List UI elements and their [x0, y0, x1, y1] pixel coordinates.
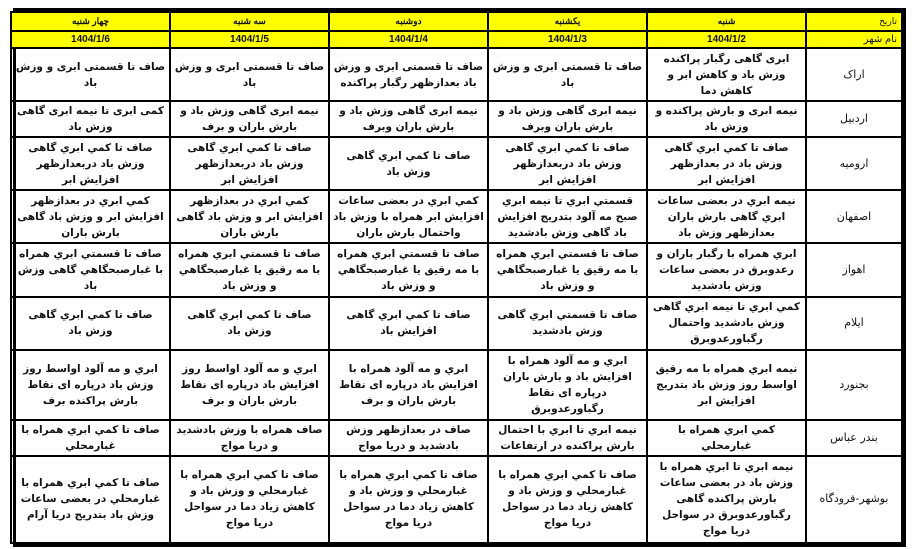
date-header: 1404/1/4: [329, 31, 488, 48]
forecast-cell: نیمه ابری گاهی وزش باد و بارش باران وبرف: [329, 101, 488, 137]
date-header: 1404/1/2: [647, 31, 806, 48]
forecast-cell: ابری گاهی رگبار پراکنده وزش باد و کاهش ابر و کاهش دما: [647, 48, 806, 101]
forecast-cell: صاف تا کمي ابري همراه با غبارمحلي و وزش باد و کاهش زیاد دما در سواحل دریا مواج: [488, 456, 647, 543]
forecast-cell: صاف تا کمي ابري گاهی وزش باد دربعدازظهر افزایش ابر: [488, 137, 647, 190]
table-row: [11, 190, 902, 243]
forecast-cell: ابري و مه آلود همراه با افزایش باد و بارش باران درپاره ای نقاط رگباورعدوبرق: [488, 350, 647, 420]
forecast-cell: ابري همراه با رگبار باران و رعدوبرق در بعضی ساعات وزش بادشدید: [647, 243, 806, 296]
forecast-cell: صاف همراه با وزش بادشدید و دریا مواج: [170, 420, 329, 456]
table-row: [11, 297, 902, 350]
forecast-cell: صاف تا کمي ابري گاهی وزش باد: [329, 137, 488, 190]
day-header: چهار شنبه: [11, 12, 170, 31]
city-cell: ایلام: [806, 297, 902, 350]
header-row-dates: [11, 31, 902, 48]
forecast-cell: نیمه ابري در بعضی ساعات ابري گاهی بارش باران بعدازظهر وزش باد: [647, 190, 806, 243]
forecast-cell: ابري و مه آلود اواسط روز وزش باد درپاره ای نقاط بارش پراکنده برف: [11, 350, 170, 420]
city-cell: اصفهان: [806, 190, 902, 243]
forecast-cell: صاف تا قسمتي ابري همراه با مه رقیق یا غبارصبحگاهي و وزش باد: [488, 243, 647, 296]
day-header: سه شنبه: [170, 12, 329, 31]
forecast-cell: صاف تا قسمتی ابری و وزش باد: [170, 48, 329, 101]
day-header: یکشنبه: [488, 12, 647, 31]
table-row: [11, 101, 902, 137]
forecast-cell: صاف تا کمي ابري گاهی وزش باد: [170, 297, 329, 350]
day-header: دوشنبه: [329, 12, 488, 31]
forecast-cell: صاف تا قسمتي ابري گاهی وزش بادشدید: [488, 297, 647, 350]
table-row: [11, 350, 902, 420]
forecast-cell: صاف تا کمي ابري گاهی وزش باد: [11, 297, 170, 350]
city-cell: اهواز: [806, 243, 902, 296]
date-label: تاریخ: [806, 12, 902, 31]
city-cell: ارومیه: [806, 137, 902, 190]
forecast-cell: نیمه ابری و بارش پراکنده و وزش باد: [647, 101, 806, 137]
forecast-cell: صاف تا کمي ابري گاهی افزایش باد: [329, 297, 488, 350]
city-cell: بوشهر-فرودگاه: [806, 456, 902, 543]
forecast-cell: صاف تا کمي ابري همراه با غبارمحلي در بعضی ساعات وزش باد بتدریج دریا آرام: [11, 456, 170, 543]
table-row: [11, 420, 902, 456]
forecast-cell: صاف تا کمي ابري همراه با غبارمحلي: [11, 420, 170, 456]
date-header: 1404/1/6: [11, 31, 170, 48]
forecast-cell: صاف تا کمي ابري گاهی وزش باد دربعدازظهر افزایش ابر: [11, 137, 170, 190]
city-cell: اردبیل: [806, 101, 902, 137]
forecast-cell: نیمه ابري همراه با مه رقیق اواسط روز وزش باد بتدریج افزایش ابر: [647, 350, 806, 420]
city-cell: بجنورد: [806, 350, 902, 420]
header-row-days: [11, 12, 902, 31]
forecast-cell: کمي ابري همراه با غبارمحلي: [647, 420, 806, 456]
forecast-cell: کمي ابري در بعدازظهر افزایش ابر و وزش باد گاهی بارش باران: [170, 190, 329, 243]
weather-forecast-table: [10, 11, 903, 544]
forecast-cell: صاف تا کمي ابري همراه با غبارمحلي و وزش باد و کاهش زیاد دما در سواحل دریا مواج: [329, 456, 488, 543]
table-row: [11, 456, 902, 543]
forecast-cell: نیمه ابری گاهی وزش باد و بارش باران و برف: [170, 101, 329, 137]
forecast-cell: صاف تا کمي ابري همراه با غبارمحلي و وزش باد و کاهش زیاد دما در سواحل دریا مواج: [170, 456, 329, 543]
forecast-cell: صاف تا قسمتي ابري همراه با مه رقیق یا غبارصبحگاهي و وزش باد: [329, 243, 488, 296]
day-header: شنبه: [647, 12, 806, 31]
forecast-cell: کمي ابري در بعضی ساعات افزایش ابر همراه با وزش باد واحتمال بارش باران: [329, 190, 488, 243]
date-header: 1404/1/3: [488, 31, 647, 48]
forecast-cell: کمي ابري در بعدازظهر افزایش ابر و وزش باد گاهی بارش باران: [11, 190, 170, 243]
table-row: [11, 48, 902, 101]
forecast-cell: کمی ابری تا نیمه ابری گاهی وزش باد: [11, 101, 170, 137]
forecast-cell: صاف در بعدازظهر وزش بادشدید و دریا مواج: [329, 420, 488, 456]
forecast-cell: ابري و مه آلود اواسط روز افزایش باد درپاره ای نقاط بارش باران و برف: [170, 350, 329, 420]
forecast-cell: ابري و مه آلود همراه با افزایش باد درپاره ای نقاط بارش باران و برف: [329, 350, 488, 420]
date-header: 1404/1/5: [170, 31, 329, 48]
forecast-cell: نیمه ابري تا ابري همراه با وزش باد در بعضی ساعات بارش پراکنده گاهی رگباورعدوبرق در سواحل دریا مواج: [647, 456, 806, 543]
forecast-cell: صاف تا قسمتی ابری و وزش باد: [11, 48, 170, 101]
forecast-cell: صاف تا قسمتي ابري همراه با مه رقیق یا غبارصبحگاهي و وزش باد: [170, 243, 329, 296]
forecast-cell: صاف تا کمي ابري گاهی وزش باد دربعدازظهر افزایش ابر: [170, 137, 329, 190]
city-cell: بندر عباس: [806, 420, 902, 456]
table-row: [11, 243, 902, 296]
forecast-cell: قسمتي ابري تا نیمه ابري صبح مه آلود بتدریج افزایش باد گاهی وزش بادشدید: [488, 190, 647, 243]
forecast-cell: صاف تا قسمتي ابري همراه با غبارصبحگاهي گاهی وزش باد: [11, 243, 170, 296]
forecast-cell: کمي ابري تا نیمه ابري گاهی وزش بادشدید واحتمال رگباورعدوبرق: [647, 297, 806, 350]
forecast-cell: صاف تا کمي ابري گاهی وزش باد در بعدازظهر افزایش ابر: [647, 137, 806, 190]
forecast-cell: نیمه ابري تا ابري با احتمال بارش پراکنده در ارتفاعات: [488, 420, 647, 456]
forecast-cell: نیمه ابری گاهی وزش باد و بارش باران وبرف: [488, 101, 647, 137]
table-row: [11, 137, 902, 190]
forecast-cell: صاف تا قسمتی ابری و وزش باد: [488, 48, 647, 101]
weather-forecast-table-container: [13, 8, 906, 547]
city-name-label: نام شهر: [806, 31, 902, 48]
city-cell: اراک: [806, 48, 902, 101]
forecast-cell: صاف تا قسمتی ابری و وزش باد بعدازظهر رگبار پراکنده: [329, 48, 488, 101]
